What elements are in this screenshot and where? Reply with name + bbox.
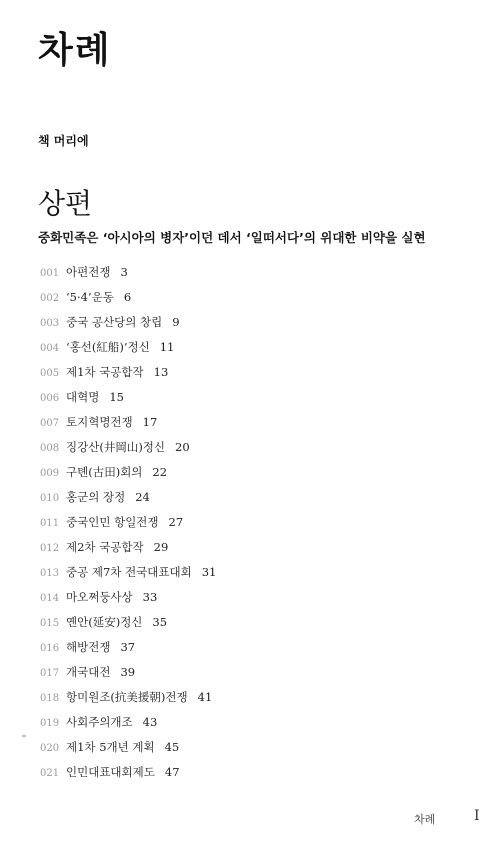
toc-entry[interactable] <box>40 388 216 413</box>
toc-entry[interactable] <box>40 713 216 738</box>
entry-title: 인민대표대회제도 <box>66 765 155 779</box>
entry-title: 사회주의개조 <box>66 715 133 729</box>
entry-page: 47 <box>164 765 180 779</box>
entry-title: 아편전쟁 <box>66 265 111 279</box>
entry-page: 29 <box>153 540 169 554</box>
entry-title: 토지혁명전쟁 <box>66 415 133 429</box>
entry-number: 003 <box>40 318 60 329</box>
toc-list <box>40 263 216 788</box>
toc-entry[interactable] <box>40 263 216 288</box>
toc-entry[interactable] <box>40 463 216 488</box>
entry-title: 마오쩌둥사상 <box>66 590 133 604</box>
part-title: 상편 <box>38 187 93 220</box>
entry-title: ‘5·4’운동 <box>66 290 114 304</box>
entry-page: 13 <box>153 365 169 379</box>
entry-page: 15 <box>109 390 124 404</box>
scan-mark <box>22 735 26 737</box>
entry-number: 002 <box>40 293 60 304</box>
entry-number: 007 <box>40 418 60 429</box>
entry-page: 41 <box>197 690 213 704</box>
entry-number: 014 <box>40 593 60 604</box>
entry-title: ‘홍선(紅船)’정신 <box>66 340 150 354</box>
entry-number: 013 <box>40 568 60 579</box>
toc-entry[interactable] <box>40 363 216 388</box>
entry-title: 제1차 5개년 계획 <box>66 740 155 754</box>
entry-page: 20 <box>175 440 190 454</box>
part-subtitle: 중화민족은 ‘아시아의 병자’이던 데서 ‘일떠서다’의 위대한 비약을 실현 <box>38 230 426 245</box>
entry-number: 018 <box>40 693 60 704</box>
entry-page: 33 <box>142 590 158 604</box>
entry-title: 중국 공산당의 창립 <box>66 315 163 329</box>
entry-number: 010 <box>40 493 60 504</box>
toc-entry[interactable] <box>40 488 216 513</box>
page-title: 차례 <box>38 30 112 71</box>
entry-page: 43 <box>142 715 158 729</box>
entry-number: 019 <box>40 718 60 729</box>
entry-page: 11 <box>159 340 175 354</box>
footer-section-label: 차례 <box>414 813 436 826</box>
entry-page: 31 <box>201 565 217 579</box>
entry-page: 45 <box>164 740 180 754</box>
entry-page: 9 <box>172 315 180 329</box>
toc-entry[interactable] <box>40 688 216 713</box>
entry-title: 제1차 국공합작 <box>66 365 144 379</box>
entry-title: 제2차 국공합작 <box>66 540 144 554</box>
entry-page: 3 <box>120 265 128 279</box>
toc-entry[interactable] <box>40 338 216 363</box>
entry-page: 35 <box>152 615 168 629</box>
entry-number: 017 <box>40 668 60 679</box>
entry-title: 중공 제7차 전국대표대회 <box>66 565 192 579</box>
entry-title: 징강산(井岡山)정신 <box>66 440 166 454</box>
toc-entry[interactable] <box>40 413 216 438</box>
toc-entry[interactable] <box>40 663 216 688</box>
toc-entry[interactable] <box>40 538 216 563</box>
toc-entry[interactable] <box>40 763 216 788</box>
toc-entry[interactable] <box>40 288 216 313</box>
toc-entry[interactable] <box>40 638 216 663</box>
entry-number: 006 <box>40 393 60 404</box>
toc-entry[interactable] <box>40 738 216 763</box>
entry-number: 004 <box>40 343 60 354</box>
toc-entry[interactable] <box>40 513 216 538</box>
entry-page: 39 <box>120 665 136 679</box>
entry-number: 015 <box>40 618 60 629</box>
entry-number: 016 <box>40 643 60 654</box>
entry-page: 27 <box>168 515 184 529</box>
toc-entry[interactable] <box>40 563 216 588</box>
toc-entry-preface[interactable]: 책 머리에 <box>38 134 89 148</box>
entry-title: 홍군의 장정 <box>66 490 126 504</box>
entry-page: 24 <box>135 490 150 504</box>
entry-number: 012 <box>40 543 60 554</box>
entry-page: 6 <box>123 290 132 304</box>
entry-page: 37 <box>120 640 136 654</box>
entry-number: 021 <box>40 768 60 779</box>
entry-title: 해방전쟁 <box>66 640 111 654</box>
footer-page-number: I <box>474 808 480 824</box>
toc-entry[interactable] <box>40 438 216 463</box>
entry-number: 008 <box>40 443 60 454</box>
entry-title: 개국대전 <box>66 665 111 679</box>
entry-title: 옌안(延安)정신 <box>66 615 143 629</box>
entry-title: 대혁명 <box>66 390 100 404</box>
entry-page: 17 <box>142 415 158 429</box>
entry-number: 001 <box>40 268 60 279</box>
entry-number: 011 <box>40 518 60 529</box>
toc-entry[interactable] <box>40 313 216 338</box>
entry-title: 구톈(古田)회의 <box>66 465 143 479</box>
entry-number: 020 <box>40 743 60 754</box>
entry-number: 009 <box>40 468 60 479</box>
entry-page: 22 <box>152 465 168 479</box>
entry-title: 중국인민 항일전쟁 <box>66 515 159 529</box>
entry-title: 항미원조(抗美援朝)전쟁 <box>66 690 188 704</box>
toc-entry[interactable] <box>40 613 216 638</box>
entry-number: 005 <box>40 368 60 379</box>
toc-entry[interactable] <box>40 588 216 613</box>
